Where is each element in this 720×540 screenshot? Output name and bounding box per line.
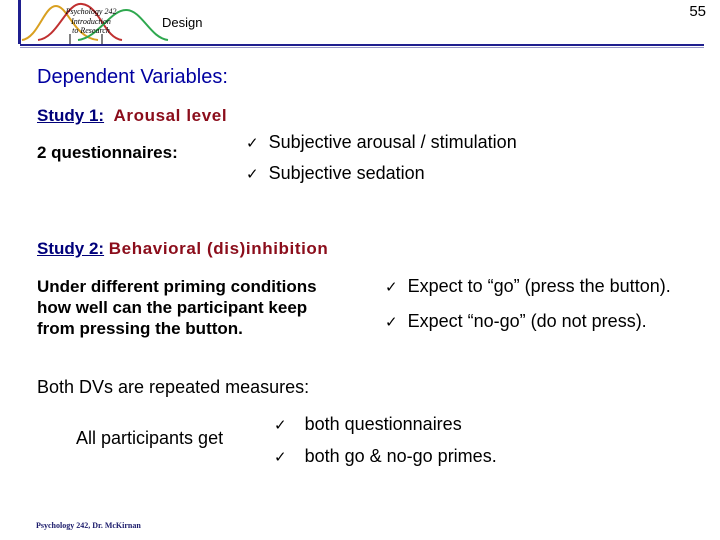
question-line: Under different priming conditions [37,277,317,296]
slide-heading: Dependent Variables: [37,66,228,88]
study1-measure-list [246,127,517,189]
study2-question [37,276,317,339]
course-logo [18,0,170,46]
checkmark-icon: ✓ [385,313,398,331]
logo-line: Psychology 242 [65,7,117,16]
study1-topic: Arousal level [113,106,228,125]
list-item-text: Subjective arousal / stimulation [268,132,517,152]
list-item [274,441,497,473]
repeated-list [274,409,497,473]
study2-label: Study 2: [37,239,105,258]
study2-title [37,239,328,259]
study2-expectation-nogo [385,311,647,332]
list-item-text: both questionnaires [304,414,462,434]
checkmark-icon: ✓ [246,165,259,183]
study1-measure-label: 2 questionnaires: [37,143,178,162]
question-line: how well can the participant keep [37,298,308,317]
checkmark-icon: ✓ [274,416,287,434]
repeated-label: All participants get [76,428,224,448]
footer-credit: Psychology 242, Dr. McKirnan [36,521,141,530]
checkmark-icon: ✓ [246,134,259,152]
checkmark-icon: ✓ [274,448,287,466]
list-item [274,409,497,441]
list-item-text: Subjective sedation [268,163,425,183]
list-item-text: both go & no-go primes. [304,446,497,466]
section-title: Design [162,15,203,30]
study1-title [37,106,227,126]
list-item-text: Expect to “go” (press the button). [407,276,671,296]
logo-text [54,7,128,36]
logo-line: to Research [72,26,110,35]
study2-topic: Behavioral (dis)inhibition [108,239,329,258]
logo-line: Introduction [71,16,111,26]
study2-expectation-go [385,276,671,297]
header-rule [20,44,704,46]
question-line: from pressing the button. [37,319,243,338]
list-item [246,127,517,158]
study1-label: Study 1: [37,106,105,125]
page-number: 55 [689,3,706,20]
list-item [246,158,517,189]
checkmark-icon: ✓ [385,278,398,296]
repeated-intro: Both DVs are repeated measures: [37,377,310,397]
list-item-text: Expect “no-go” (do not press). [407,311,647,331]
header-rule-shadow [20,47,704,48]
